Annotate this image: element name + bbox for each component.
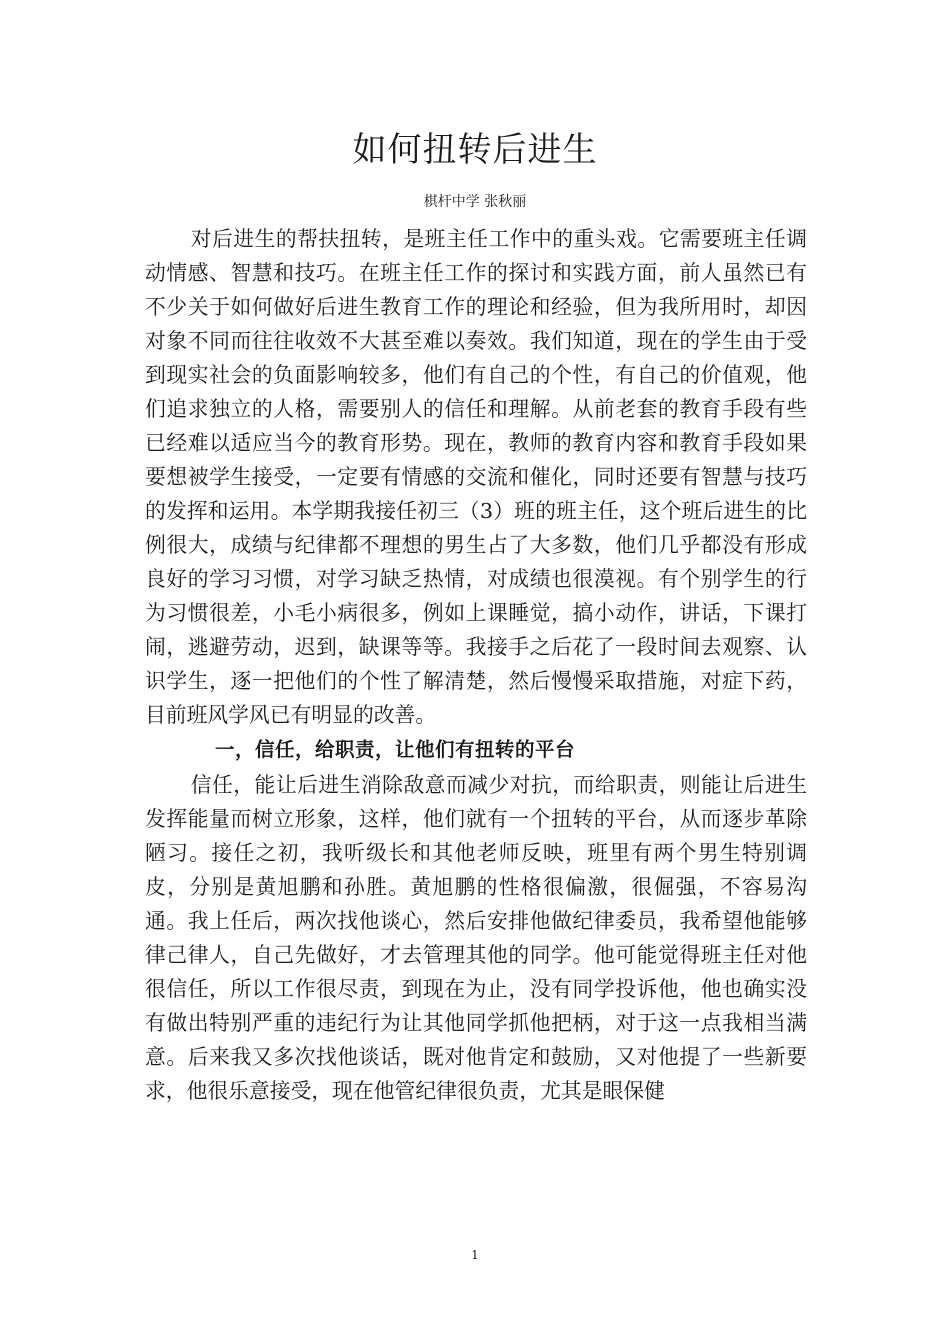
- author-line: 棋杆中学 张秋丽: [423, 194, 527, 210]
- intro-paragraph: 对后进生的帮扶扭转，是班主任工作中的重头戏。它需要班主任调动情感、智慧和技巧。在班主任工作的探讨和实践方面，前人虽然已有不少关于如何做好后进生教育工作的理论和经验，但为我所用时，却因对象不同而往往收效不大甚至难以奏效。我们知道，现在的学生由于受到现实社会的负面影响较多，他们有自己的个性，有自己的价值观，他们追求独立的人格，需要别人的信任和理解。从前老套的教育手段有些已经难以适应当今的教育形势。现在，教师的教育内容和教育手段如果要想被学生接受，一定要有情感的交流和催化，同时还要有智慧与技巧的发挥和运用。本学期我接任初三（3）班的班主任，这个班后进生的比例很大，成绩与纪律都不理想的男生占了大多数，他们几乎都没有形成良好的学习习惯，对学习缺乏热情，对成绩也很漠视。有个别学生的行为习惯很差，小毛小病很多，例如上课睡觉，搞小动作，讲话，下课打闹，逃避劳动，迟到，缺课等等。我接手之后花了一段时间去观察、认识学生，逐一把他们的个性了解清楚，然后慢慢采取措施，对症下药，目前班风学风已有明显的改善。: [145, 227, 807, 727]
- section-heading: 一，信任，给职责，让他们有扭转的平台: [215, 738, 576, 761]
- document-title: 如何扭转后进生: [352, 130, 598, 170]
- document-body: [145, 222, 807, 1108]
- section-paragraph: 信任，能让后进生消除敌意而减少对抗，而给职责，则能让后进生发挥能量而树立形象，这样，他们就有一个扭转的平台，从而逐步革除陋习。接任之初，我听级长和其他老师反映，班里有两个男生特别调皮，分别是黄旭鹏和孙胜。黄旭鹏的性格很偏激，很倔强，不容易沟通。我上任后，两次找他谈心，然后安排他做纪律委员，我希望他能够律己律人，自己先做好，才去管理其他的同学。他可能觉得班主任对他很信任，所以工作很尽责，到现在为止，没有同学投诉他，他也确实没有做出特别严重的违纪行为让其他同学抓他把柄，对于这一点我相当满意。后来我又多次找他谈话，既对他肯定和鼓励，又对他提了一些新要求，他很乐意接受，现在他管纪律很负责，尤其是眼保健: [145, 773, 807, 1103]
- page-number: 1: [471, 1248, 479, 1262]
